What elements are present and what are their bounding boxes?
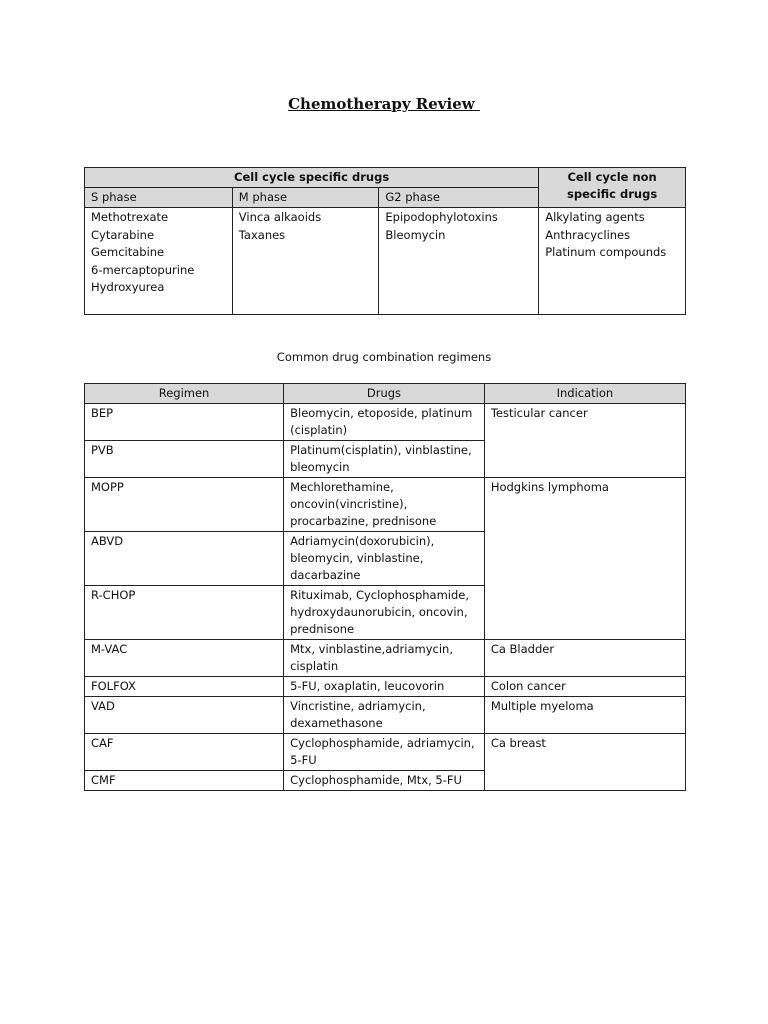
header-cell-cycle-specific: Cell cycle specific drugs <box>85 168 539 188</box>
m-phase-cell <box>232 208 379 315</box>
indication-cell: Hodgkins lymphoma <box>484 478 685 640</box>
regimen-cell: CAF <box>85 734 284 771</box>
regimen-cell: PVB <box>85 441 284 478</box>
header-drugs: Drugs <box>284 384 485 404</box>
indication-cell: Testicular cancer <box>484 404 685 478</box>
s-phase-cell <box>85 208 233 315</box>
table-header-row <box>85 168 686 188</box>
table-row <box>85 404 686 441</box>
list-item: 6-mercaptopurine <box>91 262 195 277</box>
regimen-cell: M-VAC <box>85 640 284 677</box>
list-item: Taxanes <box>238 227 286 242</box>
drugs-cell: Adriamycin(doxorubicin), bleomycin, vinblastine, dacarbazine <box>284 532 485 586</box>
regimen-cell: MOPP <box>85 478 284 532</box>
indication-cell: Ca Bladder <box>484 640 685 677</box>
table-row <box>85 208 686 315</box>
regimen-table <box>84 383 686 791</box>
list-item: Gemcitabine <box>91 245 165 259</box>
list-item: Anthracyclines <box>545 227 631 242</box>
list-item: Hydroxyurea <box>91 280 165 294</box>
list-item: Alkylating agents <box>545 210 645 224</box>
list-item: Bleomycin <box>385 227 446 242</box>
subheader-s-phase: S phase <box>85 188 233 208</box>
document-title: Chemotherapy Review <box>288 95 480 113</box>
subheader-m-phase: M phase <box>232 188 379 208</box>
header-indication: Indication <box>484 384 685 404</box>
regimen-cell: CMF <box>85 771 284 791</box>
subheader-g2-phase: G2 phase <box>379 188 539 208</box>
regimen-cell: FOLFOX <box>85 677 284 697</box>
table-row <box>85 677 686 697</box>
list-item: Platinum compounds <box>545 245 667 259</box>
drugs-cell: Cyclophosphamide, adriamycin, 5-FU <box>284 734 485 771</box>
drugs-cell: 5-FU, oxaplatin, leucovorin <box>284 677 485 697</box>
g2-phase-cell <box>379 208 539 315</box>
table-row <box>85 478 686 532</box>
list-item: Methotrexate <box>91 210 169 224</box>
list-item: Epipodophylotoxins <box>385 210 498 224</box>
non-specific-cell <box>539 208 686 315</box>
regimen-cell: ABVD <box>85 532 284 586</box>
list-item: Vinca alkaoids <box>238 210 322 224</box>
drugs-cell: Rituximab, Cyclophosphamide, hydroxydaunorubicin, oncovin, prednisone <box>284 586 485 640</box>
drugs-cell: Mtx, vinblastine,adriamycin, cisplatin <box>284 640 485 677</box>
regimen-cell: R-CHOP <box>85 586 284 640</box>
cell-cycle-table <box>84 167 686 315</box>
header-cell-cycle-non-specific: Cell cycle non specific drugs <box>539 168 686 208</box>
header-regimen: Regimen <box>85 384 284 404</box>
indication-cell: Multiple myeloma <box>484 697 685 734</box>
drugs-cell: Mechlorethamine, oncovin(vincristine), procarbazine, prednisone <box>284 478 485 532</box>
regimen-cell: BEP <box>85 404 284 441</box>
drugs-cell: Platinum(cisplatin), vinblastine, bleomycin <box>284 441 485 478</box>
table-row <box>85 697 686 734</box>
table-header-row <box>85 384 686 404</box>
table-row <box>85 640 686 677</box>
regimen-cell: VAD <box>85 697 284 734</box>
table-row <box>85 734 686 771</box>
section-subtitle: Common drug combination regimens <box>276 350 492 364</box>
drugs-cell: Cyclophosphamide, Mtx, 5-FU <box>284 771 485 791</box>
indication-cell: Ca breast <box>484 734 685 791</box>
indication-cell: Colon cancer <box>484 677 685 697</box>
drugs-cell: Vincristine, adriamycin, dexamethasone <box>284 697 485 734</box>
drugs-cell: Bleomycin, etoposide, platinum (cisplatin) <box>284 404 485 441</box>
list-item: Cytarabine <box>91 227 155 242</box>
